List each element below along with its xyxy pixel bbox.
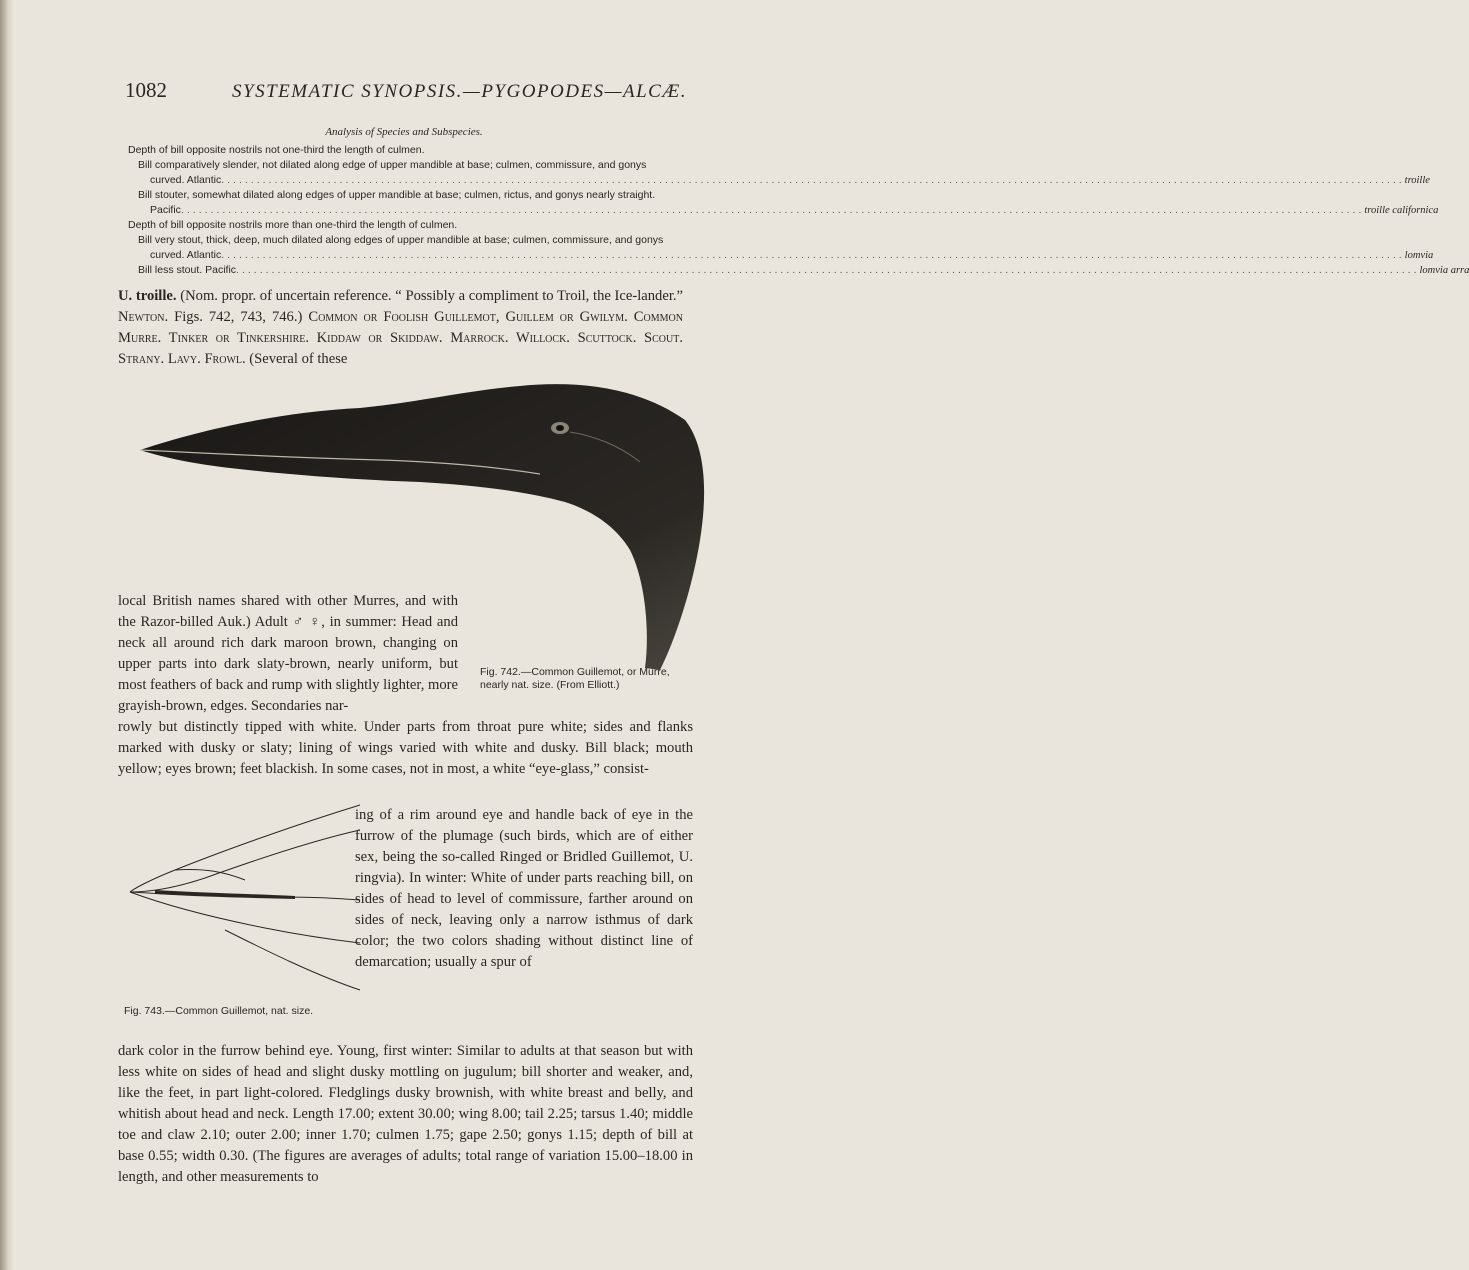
key-line — [128, 248, 1434, 263]
column-1-text: local British names shared with other Murres, and with the Razor-billed Auk.) Adult ♂ ♀, in summer: Head and neck all around rich dark maroon brown, changing on upper parts into dark slaty-brown, nearly uniform, but most feathers of back and rump with slightly lighter, more grayish-brown, edges. Secondaries nar- — [118, 593, 458, 714]
guillemot-bill-illustration — [115, 800, 360, 1000]
description-column-2 — [355, 805, 693, 973]
key-line: Depth of bill opposite nostrils more than one-third the length of culmen. — [128, 219, 458, 231]
key-line: Bill comparatively slender, not dilated along edge of upper mandible at base; culmen, commissure, and gonys — [138, 159, 647, 171]
key-species-name: lomvia arra — [1419, 265, 1469, 276]
species-key — [128, 125, 1469, 278]
intro-text-3: (Several of these — [245, 351, 348, 367]
key-line-text: Bill less stout. Pacific — [138, 264, 237, 276]
page-header — [0, 78, 800, 110]
key-lines — [128, 143, 1469, 278]
key-line: Depth of bill opposite nostrils not one-third the length of culmen. — [128, 144, 425, 156]
full-width-text-1: rowly but distinctly tipped with white. Under parts from throat pure white; sides and flanks marked with dusky or slaty; lining of wings varied with white and dusky. Bill black; mouth yellow; eyes brown; feet blackish. In some cases, not in most, a white “eye-glass,” consist- — [118, 719, 693, 777]
key-species-name: troille californica — [1364, 205, 1439, 216]
newton-citation: Newton. — [118, 309, 169, 325]
leader-dots: ........................................................................................................................................................................................................ — [236, 264, 1420, 276]
intro-text-1: (Nom. propr. of uncertain reference. “ Possibly a compliment to Troil, the Ice-lander.” — [176, 288, 684, 304]
vernacular-names: Common or Foolish Guillemot, Guillem or Gwilym. Common Murre. Tinker or Tinkershire. Kiddaw or Skiddaw. Marrock. Willock. Scuttock. Scout. Strany. Lavy. Frowl. — [118, 309, 683, 367]
key-line-text: Pacific — [150, 204, 181, 216]
description-full-1 — [118, 717, 693, 780]
leader-dots: ........................................................................................................................................................................................................ — [180, 204, 1365, 216]
key-line: Bill very stout, thick, deep, much dilated along edges of upper mandible at base; culmen, commissure, and gonys — [138, 234, 664, 246]
intro-text-2: Figs. 742, 743, 746.) — [168, 309, 309, 325]
key-line: Bill stouter, somewhat dilated along edges of upper mandible at base; culmen, rictus, and gonys nearly straight. — [138, 189, 656, 201]
species-name: U. troille. — [118, 288, 177, 304]
column-2-text: ing of a rim around eye and handle back of eye in the furrow of the plumage (such birds, which are of either sex, being the so-called Ringed or Bridled Guillemot, U. ringvia). In winter: White of under parts reaching bill, on sides of head to level of commissure, farther around on sides of neck, leaving only a narrow isthmus of dark color; the two colors shading without distinct line of demarcation; usually a spur of — [355, 807, 693, 970]
page-number: 1082 — [125, 78, 167, 102]
full-width-text-2: dark color in the furrow behind eye. Young, first winter: Similar to adults at that season but with less white on sides of head and slight dusky mottling on jugulum; bill shorter and weaker, and, like the feet, in part light-colored. Fledglings dusky brownish, with white breast and belly, and whitish about head and neck. Length 17.00; extent 30.00; wing 8.00; tail 2.25; tarsus 1.40; middle toe and claw 2.10; outer 2.00; inner 1.70; culmen 1.75; gape 2.50; gonys 1.15; depth of bill at base 0.55; width 0.30. (The figures are averages of adults; total range of variation 15.00–18.00 in length, and other measurements to — [118, 1043, 693, 1185]
leader-dots: ........................................................................................................................................................................................................ — [221, 249, 1405, 261]
key-line-text: curved. Atlantic — [150, 249, 222, 261]
leader-dots: ........................................................................................................................................................................................................ — [221, 174, 1405, 186]
key-species-name: lomvia — [1404, 250, 1434, 261]
running-title: SYSTEMATIC SYNOPSIS.—PYGOPODES—ALCÆ. — [232, 81, 687, 102]
key-caption: Analysis of Species and Subspecies. — [325, 126, 483, 138]
description-full-2 — [118, 1041, 693, 1188]
key-species-name: troille — [1404, 175, 1430, 186]
figure-743-caption: Fig. 743.—Common Guillemot, nat. size. — [124, 1005, 314, 1017]
key-line — [128, 263, 1469, 278]
key-line — [128, 173, 1430, 188]
key-line — [128, 203, 1439, 218]
figure-742-caption: Fig. 742.—Common Guillemot, or Murre, nearly nat. size. (From Elliott.) — [480, 666, 670, 691]
description-column-1 — [118, 591, 458, 717]
page-edge — [0, 0, 14, 1270]
key-line-text: curved. Atlantic — [150, 174, 222, 186]
